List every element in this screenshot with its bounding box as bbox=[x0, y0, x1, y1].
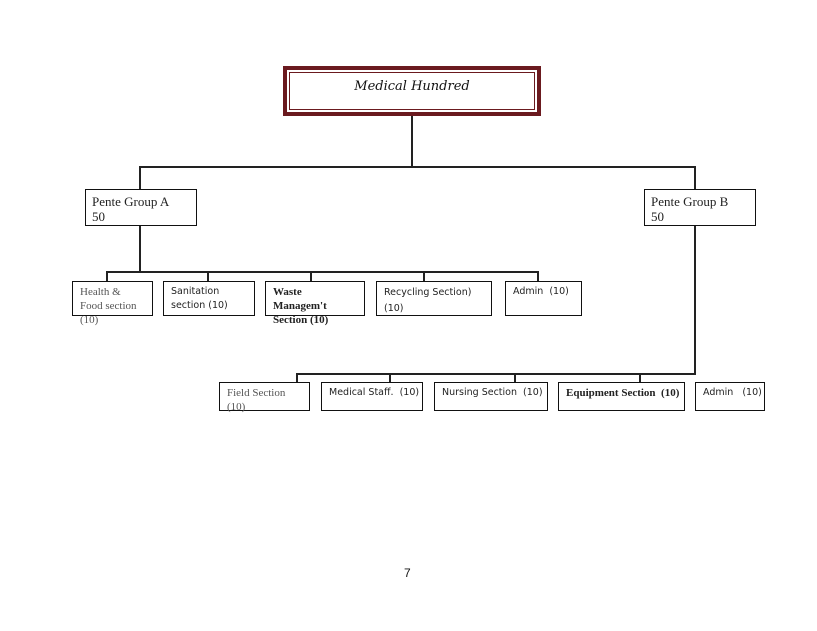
root-node-label: Medical Hundred bbox=[289, 72, 535, 110]
connector bbox=[514, 373, 516, 382]
section-node: Admin (10) bbox=[505, 281, 582, 316]
connector bbox=[297, 373, 696, 375]
section-node: Medical Staff. (10) bbox=[321, 382, 423, 411]
section-node: Waste Managem't Section (10) bbox=[265, 281, 365, 316]
connector bbox=[207, 271, 209, 281]
group-a-title: Pente Group A bbox=[92, 194, 170, 209]
section-node: Nursing Section (10) bbox=[434, 382, 548, 411]
connector bbox=[389, 373, 391, 382]
page-number: 7 bbox=[404, 566, 411, 580]
section-node: Recycling Section) (10) bbox=[376, 281, 492, 316]
section-node: Equipment Section (10) bbox=[558, 382, 685, 411]
connector bbox=[411, 116, 413, 167]
group-b-title: Pente Group B bbox=[651, 194, 729, 209]
connector bbox=[537, 271, 539, 281]
connector bbox=[140, 166, 696, 168]
group-a-node bbox=[85, 189, 197, 226]
section-node: Field Section (10) bbox=[219, 382, 310, 411]
connector bbox=[107, 271, 539, 273]
section-node: Admin (10) bbox=[695, 382, 765, 411]
connector bbox=[139, 166, 141, 189]
connector bbox=[106, 271, 108, 281]
group-b-node bbox=[644, 189, 756, 226]
section-node: Sanitation section (10) bbox=[163, 281, 255, 316]
connector bbox=[310, 271, 312, 281]
group-b-count: 50 bbox=[651, 209, 664, 224]
connector bbox=[694, 166, 696, 189]
connector bbox=[423, 271, 425, 281]
connector bbox=[639, 373, 641, 382]
connector bbox=[139, 226, 141, 272]
connector bbox=[694, 226, 696, 374]
section-node: Health & Food section (10) bbox=[72, 281, 153, 316]
root-node bbox=[283, 66, 541, 116]
group-a-count: 50 bbox=[92, 209, 105, 224]
connector bbox=[296, 373, 298, 382]
